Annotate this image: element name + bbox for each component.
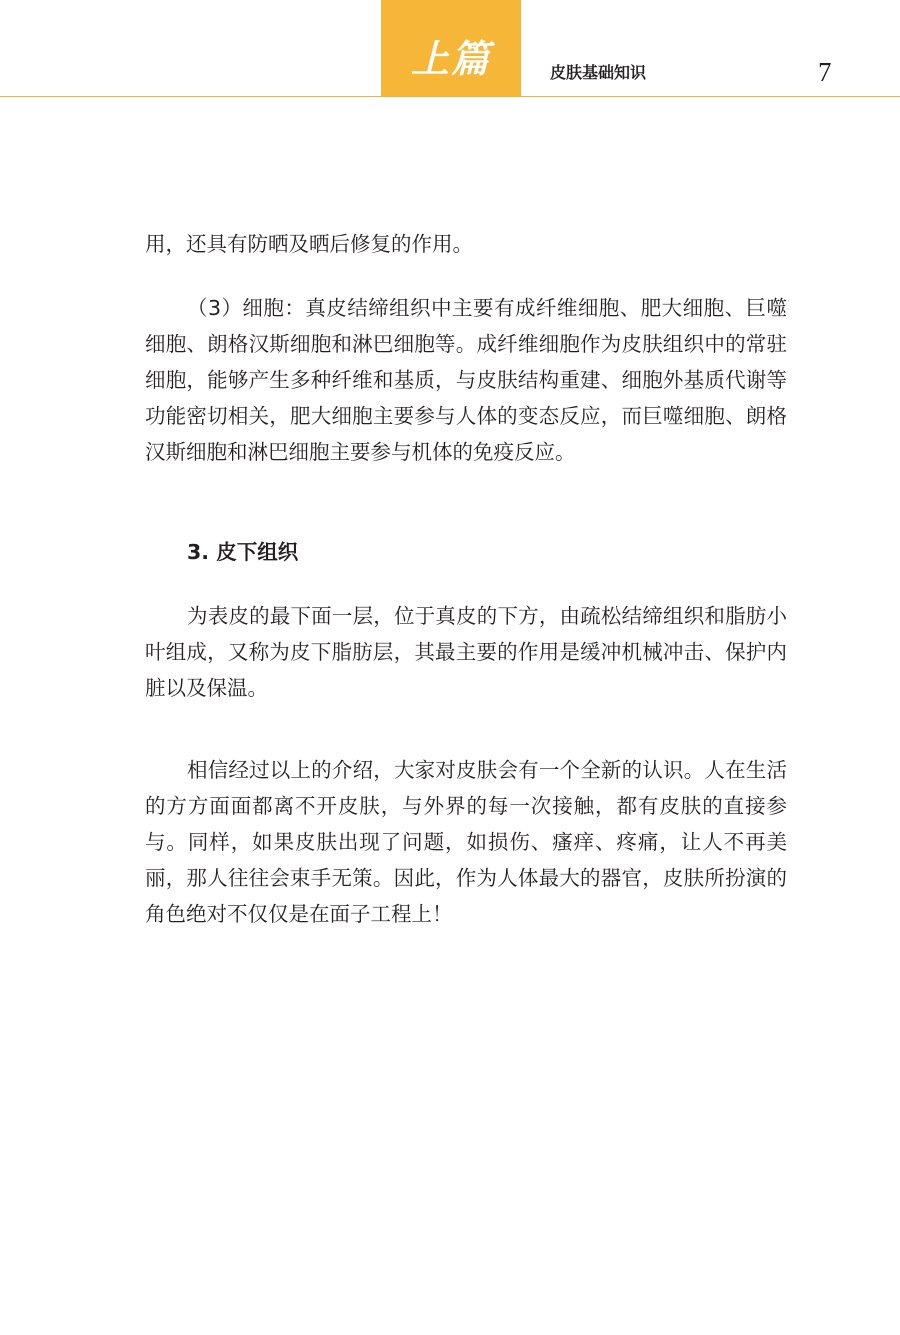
running-section-title: 皮肤基础知识 (550, 63, 647, 82)
paragraph-conclusion: 相信经过以上的介绍，大家对皮肤会有一个全新的认识。人在生活的方方面面都离不开皮肤，与外界的每一次接触，都有皮肤的直接参与。同样，如果皮肤出现了问题，如损伤、瘙痒、疼痛，让人不再美丽，那人往往会束手无策。因此，作为人体最大的器官，皮肤所扮演的角色绝对不仅仅是在面子工程上！ (145, 758, 787, 926)
paragraph-cells: （3）细胞：真皮结缔组织中主要有成纤维细胞、肥大细胞、巨噬细胞、朗格汉斯细胞和淋巴细胞等。成纤维细胞作为皮肤组织中的常驻细胞，能够产生多种纤维和基质，与皮肤结构重建、细胞外基质代谢等功能密切相关，肥大细胞主要参与人体的变态反应，而巨噬细胞、朗格汉斯细胞和淋巴细胞主要参与机体的免疫反应。 (145, 296, 787, 464)
paragraph-continued: 用，还具有防晒及晒后修复的作用。 (145, 232, 473, 256)
part-label: 上篇 (410, 36, 491, 81)
paragraph-subcutaneous: 为表皮的最下面一层，位于真皮的下方，由疏松结缔组织和脂肪小叶组成，又称为皮下脂肪层，其最主要的作用是缓冲机械冲击、保护内脏以及保温。 (145, 604, 787, 700)
page-number: 7 (818, 57, 832, 87)
header-rule (0, 96, 900, 97)
part-tab (381, 0, 521, 97)
heading-subcutaneous-tissue: 3. 皮下组织 (187, 540, 299, 564)
